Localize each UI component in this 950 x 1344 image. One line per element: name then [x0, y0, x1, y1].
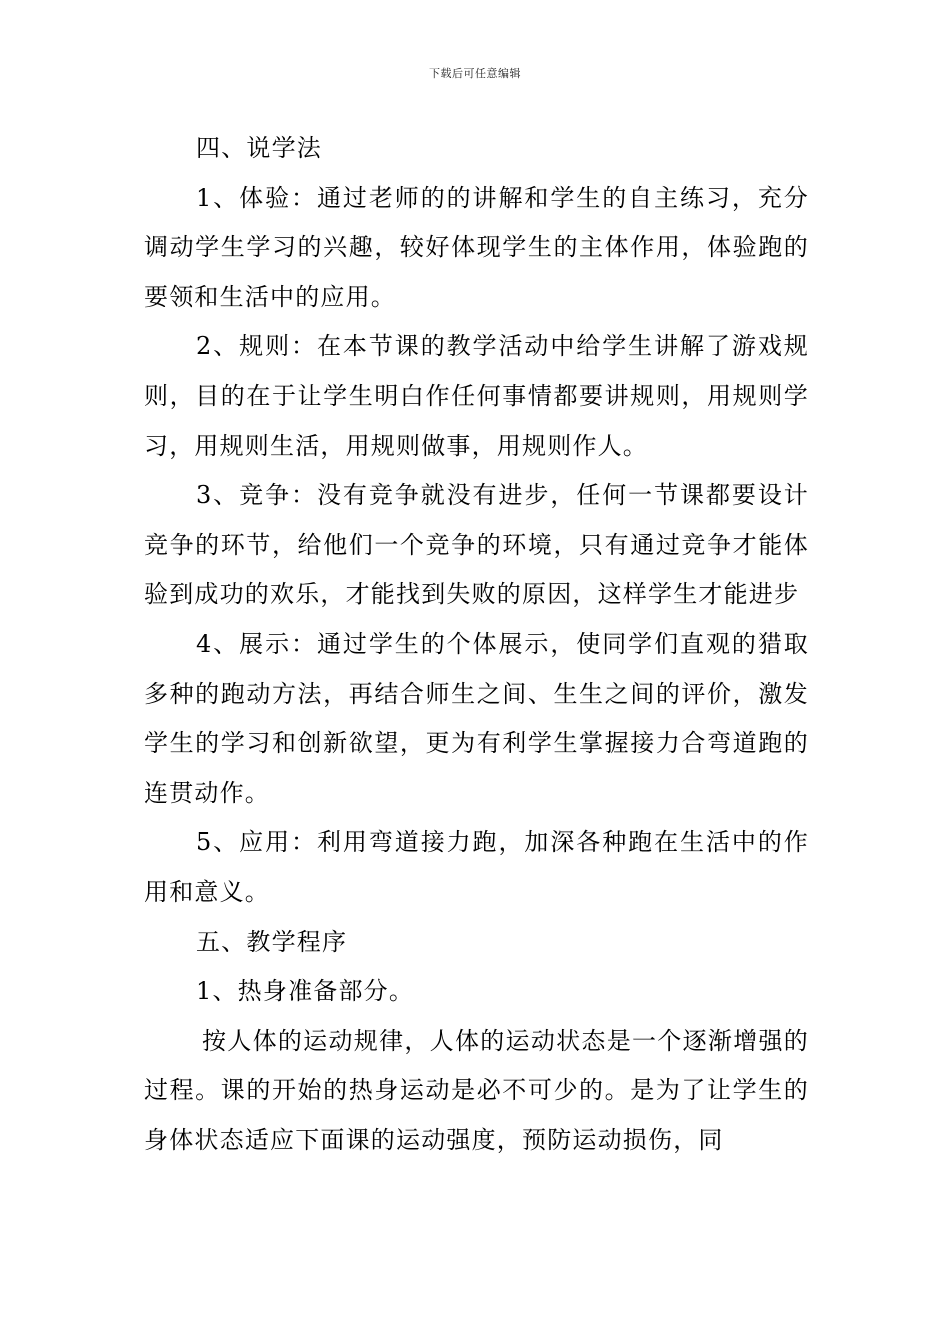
section-title-teaching-procedure: 五、教学程序	[196, 927, 348, 956]
paragraph-application: 5、应用：利用弯道接力跑，加深各种跑在生活中的作用和意义。	[144, 828, 809, 906]
paragraph-competition: 3、竞争：没有竞争就没有进步，任何一节课都要设计竞争的环节，给他们一个竞争的环境，只有通过竞争才能体验到成功的欢乐，才能找到失败的原因，这样学生才能进步	[144, 481, 809, 609]
list-item-warmup: 1、热身准备部分。	[196, 977, 415, 1006]
section-title-learning-methods: 四、说学法	[196, 134, 322, 162]
paragraph-rules: 2、规则：在本节课的教学活动中给学生讲解了游戏规则，目的在于让学生明白作任何事情都要讲规则，用规则学习，用规则生活，用规则做事，用规则作人。	[144, 332, 809, 460]
paragraph-display: 4、展示：通过学生的个体展示，使同学们直观的猎取多种的跑动方法，再结合师生之间、生生之间的评价，激发学生的学习和创新欲望，更为有利学生掌握接力合弯道跑的连贯动作。	[144, 629, 809, 807]
paragraph-experience: 1、体验：通过老师的的讲解和学生的自主练习，充分调动学生学习的兴趣，较好体现学生的主体作用，体验跑的要领和生活中的应用。	[144, 183, 809, 311]
document-body	[144, 124, 809, 1165]
header-note: 下载后可任意编辑	[429, 67, 521, 80]
paragraph-warmup-explanation: 按人体的运动规律，人体的运动状态是一个逐渐增强的过程。课的开始的热身运动是必不可少的。是为了让学生的身体状态适应下面课的运动强度，预防运动损伤，同	[144, 1026, 809, 1154]
